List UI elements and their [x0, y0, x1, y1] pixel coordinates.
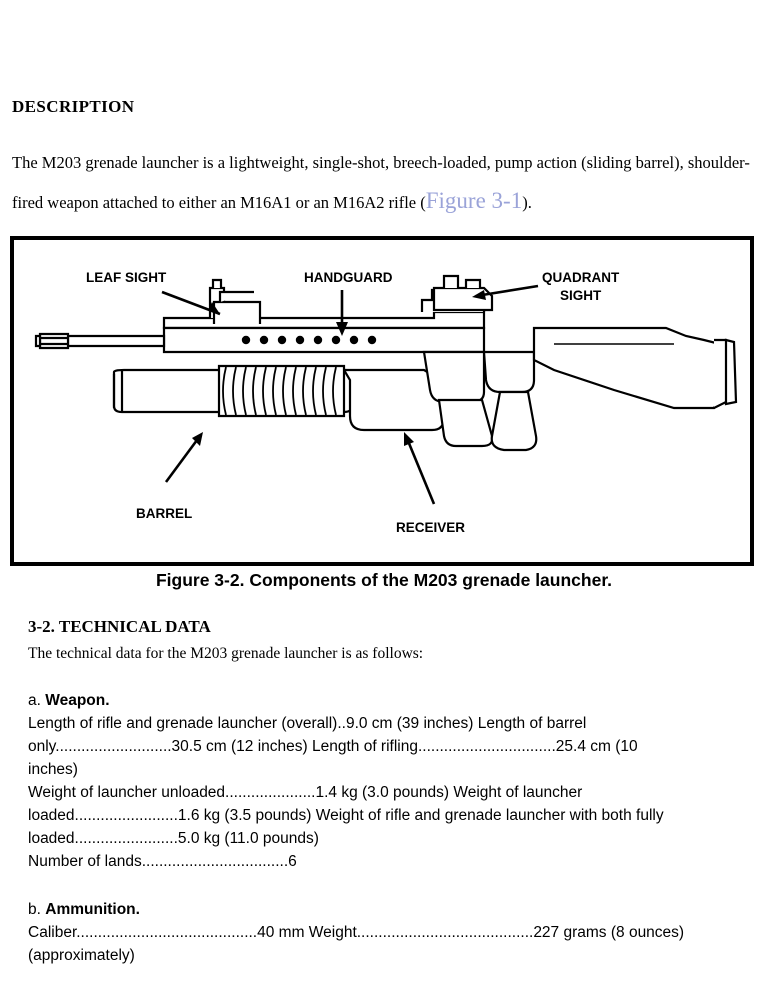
technical-data-ammunition-block	[28, 898, 688, 967]
figure-label-handguard: HANDGUARD	[304, 270, 393, 285]
weapon-heading	[28, 689, 688, 712]
intro-text-part1: The M203 grenade launcher is a lightweight, single-shot, breech-loaded, pump action (sliding barrel), shoulder-fired weapon attached to either an M16A1 or an M16A2 rifle (	[12, 153, 750, 212]
figure-label-barrel: BARREL	[136, 506, 193, 521]
section-title: 3-2. TECHNICAL DATA	[28, 617, 211, 636]
weapon-line-3: Number of lands..................................6	[28, 853, 297, 870]
section-subtitle: The technical data for the M203 grenade launcher is as follows:	[28, 645, 424, 662]
figure-caption: Figure 3-2. Components of the M203 grenade launcher.	[155, 570, 613, 590]
weapon-line-2: Weight of launcher unloaded.....................1.4 kg (3.0 pounds) Weight of launcher loaded........................1.6 kg (3.5 pounds) Weight of rifle and grenade launcher with both fully loaded........................5.0 kg (11.0 pounds)	[28, 784, 664, 847]
figure-label-quadrant-sight-line1: QUADRANT	[542, 270, 620, 285]
figure-image-m203-components	[10, 236, 754, 566]
ammunition-line-1: Caliber..........................................40 mm Weight.........................................227 grams (8 ounces) (approximately)	[28, 924, 685, 964]
weapon-line-1: Length of rifle and grenade launcher (overall)..9.0 cm (39 inches) Length of barrel only...........................30.5 cm (12 inches) Length of rifling................................25.4 cm (10 inches)	[28, 715, 638, 778]
intro-text-part2: ).	[522, 193, 532, 212]
ammunition-list-letter: b.	[28, 901, 41, 918]
technical-data-weapon-block	[28, 689, 688, 873]
figure-label-receiver: RECEIVER	[396, 520, 466, 535]
figure-reference-link[interactable]: Figure 3-1	[425, 188, 523, 213]
figure-label-leaf-sight: LEAF SIGHT	[86, 270, 167, 285]
page-title: DESCRIPTION	[12, 97, 135, 116]
intro-paragraph	[12, 144, 756, 222]
weapon-label: Weapon.	[45, 692, 110, 709]
figure-label-quadrant-sight-line2: SIGHT	[560, 288, 602, 303]
weapon-list-letter: a.	[28, 692, 41, 709]
ammunition-heading	[28, 898, 688, 921]
ammunition-label: Ammunition.	[45, 901, 140, 918]
